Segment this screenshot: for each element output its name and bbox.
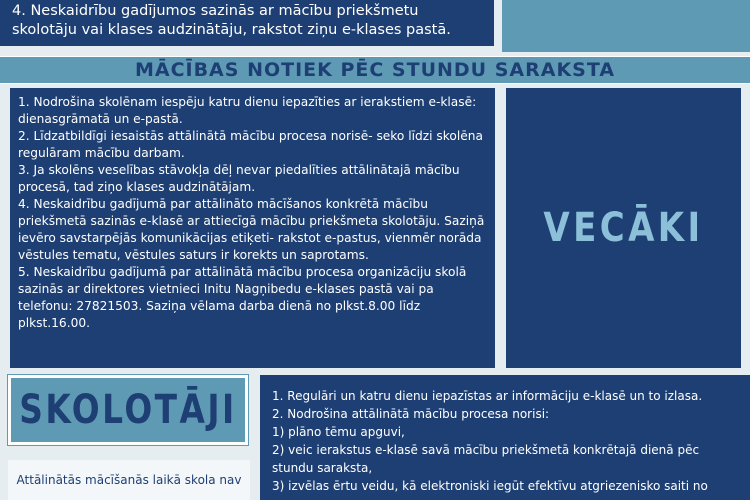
teachers-duties-box xyxy=(260,375,750,500)
list-item: 3. Ja skolēns veselības stāvokļa dēļ nevar piedalīties attālinātajā mācību procesā, tad ziņo klases audzinātājam. xyxy=(18,163,460,194)
parents-duties-box xyxy=(10,88,495,368)
list-item: 2) veic ierakstus e-klasē savā mācību priekšmetā konkrētajā dienā pēc stundu saraksta, xyxy=(272,443,700,475)
top-info-text: 4. Neskaidrību gadījumos sazinās ar mācību priekšmetu skolotāju vai klases audzinātāju, rakstot ziņu e-klases pastā. xyxy=(12,3,451,38)
parents-heading-box xyxy=(506,88,741,368)
list-item: 1) plāno tēmu apguvi, xyxy=(272,425,405,439)
list-item: 2. Nodrošina attālinātā mācību procesa norisi: xyxy=(272,407,550,421)
list-item: 4. Neskaidrību gadījumā par attālināto mācīšanos konkrētā mācību priekšmetā sazinās e-klasē ar attiecīgā mācību priekšmeta skolotāju. Saziņā ievēro savstarpējās komunikācijas etiķeti- rakstot e-pastus, vienmēr norāda vēstules tematu, vēstules saturs ir korekts un saprotams. xyxy=(18,197,485,262)
list-item: 1. Nodrošina skolēnam iespēju katru dienu iepazīties ar ierakstiem e-klasē: dienasgrāmatā un e-pastā. xyxy=(18,95,477,126)
parents-heading: VECĀKI xyxy=(543,205,704,251)
schedule-banner xyxy=(0,56,750,84)
top-info-box xyxy=(0,0,494,46)
list-item: 5. Neskaidrību gadījumā par attālinātā mācību procesa organizāciju skolā sazinās ar direktores vietnieci Initu Nagņibedu e-klases pastā vai pa telefonu: 27821503. Saziņa vēlama darba dienā no plkst.8.00 līdz plkst.16.00. xyxy=(18,265,467,330)
list-item: 3) izvēlas ērtu veidu, kā elektroniski iegūt efektīvu atgriezenisko saiti no xyxy=(272,479,708,493)
list-item: 2. Līdzatbildīgi iesaistās attālinātā mācību procesa norisē- seko līdzi skolēna regulāram mācību darbam. xyxy=(18,129,483,160)
note-box xyxy=(8,460,250,500)
banner-title: MĀCĪBAS NOTIEK PĒC STUNDU SARAKSTA xyxy=(134,59,616,81)
list-item: 1. Regulāri un katru dienu iepazīstas ar informāciju e-klasē un to izlasa. xyxy=(272,389,703,403)
top-right-decor-block xyxy=(502,0,750,52)
teachers-heading: SKOLOTĀJI xyxy=(19,387,237,433)
teachers-heading-box xyxy=(8,375,248,445)
note-text: Attālinātās mācīšanās laikā skola nav xyxy=(16,473,242,487)
